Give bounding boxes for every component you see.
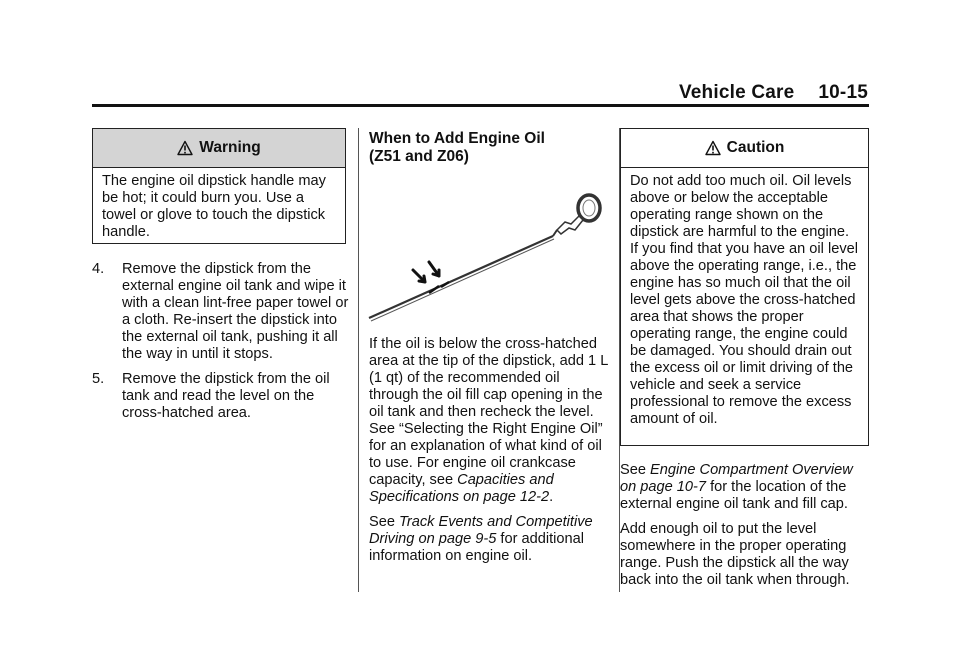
when-to-add-section	[369, 130, 609, 573]
page-number: 10-15	[818, 82, 868, 103]
column-divider-1	[358, 128, 359, 592]
warning-header	[93, 129, 345, 168]
step-number: 4.	[92, 261, 105, 277]
caution-box	[620, 128, 869, 446]
oil-tank-section	[620, 462, 870, 597]
para-text: .	[549, 489, 554, 505]
list-item	[92, 371, 350, 422]
warning-triangle-icon	[177, 140, 193, 156]
para-text: If the oil is below the cross-hatched area at the tip of the dipstick, add 1 L (1 qt) of the recommended oil through the oil fill cap opening in the oil tank and then recheck the level. See “Selecting the Right Engine Oil” for an explanation of what kind of oil to use. For engine oil crankcase capacity, see	[369, 336, 608, 488]
page-reference[interactable]: Engine Compartment Overview on page 10-7	[620, 462, 853, 495]
add-enough-oil-paragraph: Add enough oil to put the level somewhere in the proper operating range. Push the dipstick all the way back into the oil tank when through.	[620, 521, 850, 588]
step-text: Remove the dipstick from the oil tank and read the level on the cross-hatched area.	[122, 371, 330, 421]
dipstick-illustration	[367, 182, 607, 322]
warning-text: The engine oil dipstick handle may be hot; it could burn you. Use a towel or glove to touch the dipstick handle.	[102, 173, 326, 240]
step-text: Remove the dipstick from the external engine oil tank and wipe it with a clean lint-free paper towel or a cloth. Re-insert the dipstick into the external oil tank, pushing it all the way in until it stops.	[122, 261, 349, 362]
caution-triangle-icon	[705, 140, 721, 156]
compartment-paragraph	[620, 462, 870, 513]
section-heading	[369, 130, 609, 166]
para-text: See	[620, 462, 651, 478]
caution-title: Caution	[726, 139, 785, 156]
header-rule	[92, 104, 869, 107]
warning-box	[92, 128, 346, 244]
heading-line-2: (Z51 and Z06)	[369, 148, 469, 165]
page-reference[interactable]: Capacities and Specifications on page 12-2	[369, 472, 554, 505]
steps-list	[92, 261, 350, 430]
add-oil-paragraph	[369, 336, 609, 506]
para-text: See	[369, 514, 400, 530]
warning-title: Warning	[199, 139, 261, 156]
list-item	[92, 261, 350, 363]
para-text: for additional information on engine oil.	[369, 531, 584, 564]
section-title: Vehicle Care	[678, 82, 795, 103]
page-header	[679, 82, 868, 104]
page-reference[interactable]: Track Events and Competitive Driving on page 9-5	[369, 514, 593, 547]
step-number: 5.	[92, 371, 105, 387]
para-text: for the location of the external engine oil tank and fill cap.	[620, 479, 848, 512]
caution-text: Do not add too much oil. Oil levels above or below the acceptable operating range shown on the dipstick are harmful to the engine. If you find that you have an oil level above the operating range, i.e., the engine has so much oil that the oil level gets above the cross-hatched area that shows the proper operating range, the engine could be damaged. You should drain out the excess oil or limit driving of the vehicle and seek a service professional to remove the excess amount of oil.	[630, 173, 858, 427]
caution-header	[621, 129, 868, 168]
heading-line-1: When to Add Engine Oil	[369, 130, 545, 147]
track-events-paragraph	[369, 514, 609, 565]
